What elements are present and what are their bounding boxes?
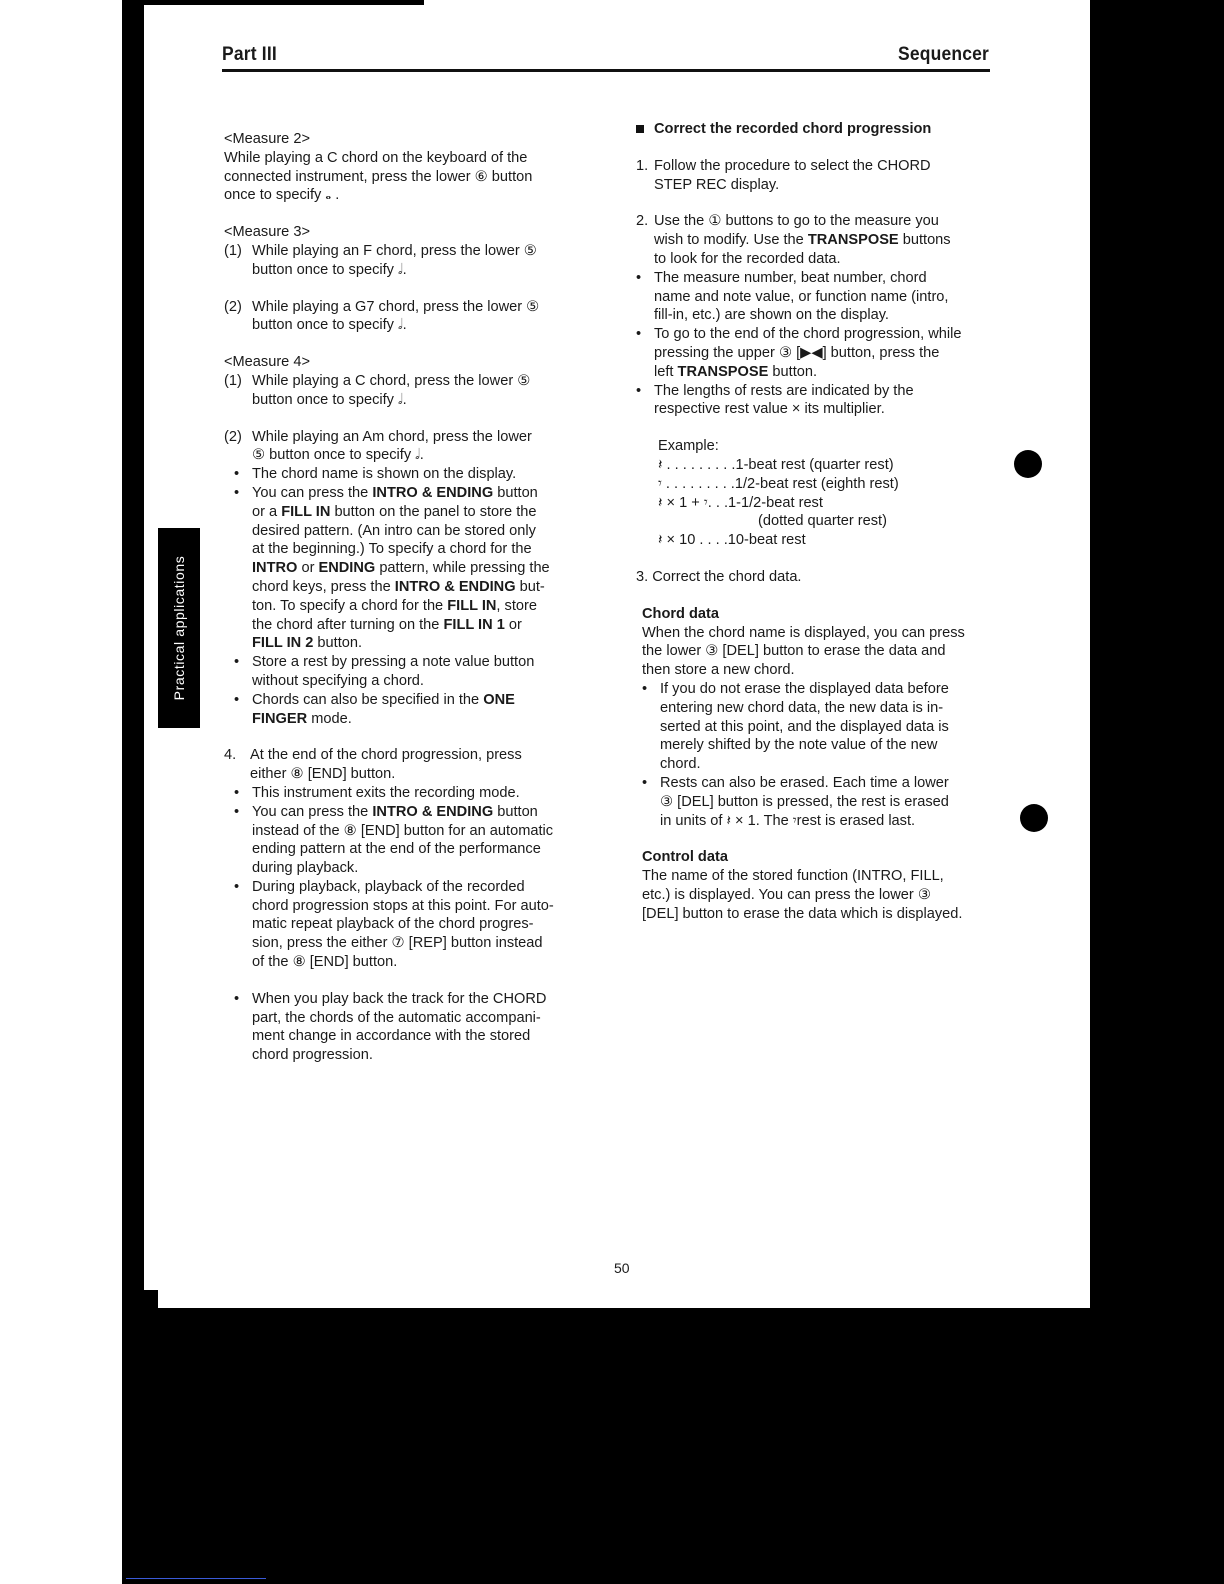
text-line: ⑤ button once to specify 𝅗𝅥. [252, 447, 424, 464]
text-line: INTRO or ENDING pattern, while pressing the [252, 560, 550, 577]
example-row: 𝄽 × 10 . . . .10-beat rest [658, 532, 806, 549]
left-column [224, 130, 590, 1065]
text-line: While playing an F chord, press the lower ⑤ [252, 242, 537, 259]
text-line: button once to specify 𝅗𝅥. [252, 317, 407, 334]
step-number: (1) [224, 372, 242, 389]
text-line: Store a rest by pressing a note value button [252, 654, 535, 671]
text-line: pressing the upper ③ [▶◀] button, press the [654, 344, 940, 361]
text-line: matic repeat playback of the chord progres- [252, 916, 534, 933]
text-line: part, the chords of the automatic accompani- [252, 1009, 541, 1026]
step-number: (2) [224, 428, 242, 445]
step-number: (2) [224, 298, 242, 315]
text-line: STEP REC display. [654, 176, 780, 193]
scan-border-bottom [122, 1308, 1090, 1584]
text-line: serted at this point, and the displayed data is [660, 718, 949, 735]
text-line: ③ [DEL] button is pressed, the rest is erased [660, 793, 949, 810]
bullet-icon: • [234, 803, 240, 820]
text-line: either ⑧ [END] button. [250, 766, 396, 783]
text-line: of the ⑧ [END] button. [252, 954, 398, 971]
text-line: [DEL] button to erase the data which is displayed. [642, 905, 963, 922]
bullet-item [636, 325, 998, 381]
bullet-item [224, 691, 590, 729]
text-line: respective rest value × its multiplier. [654, 401, 885, 418]
numbered-step [224, 242, 590, 280]
text-line: The chord name is shown on the display. [252, 466, 517, 483]
bullet-item [224, 878, 590, 972]
scan-border-top [122, 0, 424, 5]
text-line: While playing a C chord, press the lower ⑤ [252, 372, 531, 389]
text-line: While playing a C chord on the keyboard of the [224, 149, 528, 166]
bullet-icon: • [234, 484, 240, 501]
text-line: chord keys, press the INTRO & ENDING but- [252, 578, 545, 595]
example-row: 𝄽 × 1 + 𝄾. . .1-1/2-beat rest [658, 494, 823, 511]
text-line: the lower ③ [DEL] button to erase the data and [642, 643, 946, 660]
text-line: name and note value, or function name (intro, [654, 288, 949, 305]
text-line: chord progression stops at this point. For auto- [252, 897, 554, 914]
text-line: during playback. [252, 860, 359, 877]
text-line: Follow the procedure to select the CHORD [654, 157, 931, 174]
step-number: 2. [636, 213, 649, 230]
text-line: ton. To specify a chord for the FILL IN, store [252, 597, 537, 614]
text-line: ment change in accordance with the stored [252, 1028, 531, 1045]
text-line: The name of the stored function (INTRO, FILL, [642, 868, 944, 885]
text-line: While playing an Am chord, press the lower [252, 428, 532, 445]
numbered-step [224, 372, 590, 410]
control-data-title: Control data [642, 849, 728, 866]
numbered-step [636, 157, 998, 195]
text-line: sion, press the either ⑦ [REP] button instead [252, 935, 543, 952]
right-column [636, 120, 998, 923]
bullet-icon: • [642, 774, 648, 791]
text-line: merely shifted by the note value of the new [660, 737, 938, 754]
text-line: You can press the INTRO & ENDING button [252, 484, 538, 501]
example-row: (dotted quarter rest) [758, 513, 887, 530]
text-line: You can press the INTRO & ENDING button [252, 803, 538, 820]
text-line: once to specify 𝅝 . [224, 187, 340, 204]
text-line: or a FILL IN button on the panel to store the [252, 503, 537, 520]
text-line: desired pattern. (An intro can be stored only [252, 522, 536, 539]
text-line: at the beginning.) To specify a chord for the [252, 541, 532, 558]
scan-border-notch [144, 1290, 158, 1310]
text-line: wish to modify. Use the TRANSPOSE buttons [654, 232, 951, 249]
text-line: entering new chord data, the new data is in- [660, 699, 944, 716]
step-number: (1) [224, 242, 242, 259]
text-line: instead of the ⑧ [END] button for an automatic [252, 822, 554, 839]
text-line: At the end of the chord progression, press [250, 747, 522, 764]
rest-example [636, 437, 998, 550]
bullet-item [224, 990, 590, 1065]
bullet-item [224, 653, 590, 691]
bullet-item [224, 465, 590, 484]
bullet-item [224, 784, 590, 803]
text-line: Use the ① buttons to go to the measure you [654, 213, 939, 230]
text-line: The lengths of rests are indicated by the [654, 382, 914, 399]
page-number: 50 [614, 1260, 630, 1276]
bullet-item [636, 382, 998, 420]
text-line: The measure number, beat number, chord [654, 269, 927, 286]
text-line: chord progression. [252, 1047, 373, 1064]
text-line: Chords can also be specified in the ONE [252, 691, 515, 708]
numbered-step [224, 746, 590, 784]
header-rule [222, 69, 990, 72]
bullet-icon: • [234, 990, 240, 1007]
text-line: button once to specify 𝅗𝅥. [252, 391, 407, 408]
text-line: etc.) is displayed. You can press the lower ③ [642, 886, 931, 903]
text-line: If you do not erase the displayed data before [660, 680, 949, 697]
bullet-item [642, 774, 998, 830]
measure-3-title: <Measure 3> [224, 224, 310, 241]
text-line: fill-in, etc.) are shown on the display. [654, 307, 889, 324]
measure-2-title: <Measure 2> [224, 131, 310, 147]
numbered-step [224, 428, 590, 466]
text-line: in units of 𝄽 × 1. The 𝄾rest is erased last. [660, 812, 916, 829]
bullet-item [224, 803, 590, 878]
punch-hole-bottom [1020, 804, 1048, 832]
square-bullet-icon [636, 125, 644, 133]
text-line: button once to specify 𝅗𝅥. [252, 261, 407, 278]
step-3: 3. Correct the chord data. [636, 568, 802, 585]
text-line: ending pattern at the end of the performance [252, 841, 541, 858]
bullet-icon: • [234, 466, 240, 483]
text-line: To go to the end of the chord progression, while [654, 326, 962, 343]
text-line: During playback, playback of the recorded [252, 878, 525, 895]
bullet-item [224, 484, 590, 653]
bullet-icon: • [234, 784, 240, 801]
text-line: connected instrument, press the lower ⑥ button [224, 168, 533, 185]
measure-4-title: <Measure 4> [224, 354, 310, 371]
side-tab-label: Practical applications [171, 555, 187, 701]
text-line: without specifying a chord. [252, 672, 424, 689]
text-line: to look for the recorded data. [654, 250, 841, 267]
bullet-icon: • [234, 878, 240, 895]
text-line: then store a new chord. [642, 662, 795, 679]
text-line: When the chord name is displayed, you can press [642, 624, 965, 641]
chord-data-title: Chord data [642, 605, 720, 622]
punch-hole-top [1014, 450, 1042, 478]
text-line: This instrument exits the recording mode. [252, 784, 520, 801]
bullet-icon: • [234, 654, 240, 671]
text-line: Rests can also be erased. Each time a lower [660, 774, 949, 791]
section-title: Correct the recorded chord progression [636, 120, 998, 139]
text-line: While playing a G7 chord, press the lower ⑤ [252, 298, 540, 315]
chord-data-block [636, 605, 998, 924]
text-line: FILL IN 2 button. [252, 635, 363, 652]
bullet-icon: • [636, 326, 642, 343]
bullet-item [636, 269, 998, 325]
text-line: left TRANSPOSE button. [654, 363, 818, 380]
header-part: Part III [222, 44, 277, 65]
side-tab [158, 528, 200, 728]
text-line: When you play back the track for the CHORD [252, 990, 547, 1007]
example-row: 𝄽 . . . . . . . . .1-beat rest (quarter rest) [658, 456, 894, 473]
text-line: FINGER mode. [252, 710, 352, 727]
example-row: 𝄾 . . . . . . . . .1/2-beat rest (eighth rest) [658, 475, 899, 492]
bullet-icon: • [642, 680, 648, 697]
bullet-item [642, 680, 998, 774]
numbered-step [636, 212, 998, 268]
step-number: 4. [224, 747, 237, 764]
numbered-step [224, 298, 590, 336]
page-link-underline [126, 1578, 266, 1579]
header-section: Sequencer [898, 44, 990, 65]
text-line: chord. [660, 756, 701, 773]
text-line: the chord after turning on the FILL IN 1 or [252, 616, 522, 633]
step-number: 1. [636, 157, 649, 174]
bullet-icon: • [234, 691, 240, 708]
bullet-icon: • [636, 269, 642, 286]
scan-border-right [1090, 0, 1224, 1584]
bullet-icon: • [636, 382, 642, 399]
example-title: Example: [658, 438, 719, 455]
